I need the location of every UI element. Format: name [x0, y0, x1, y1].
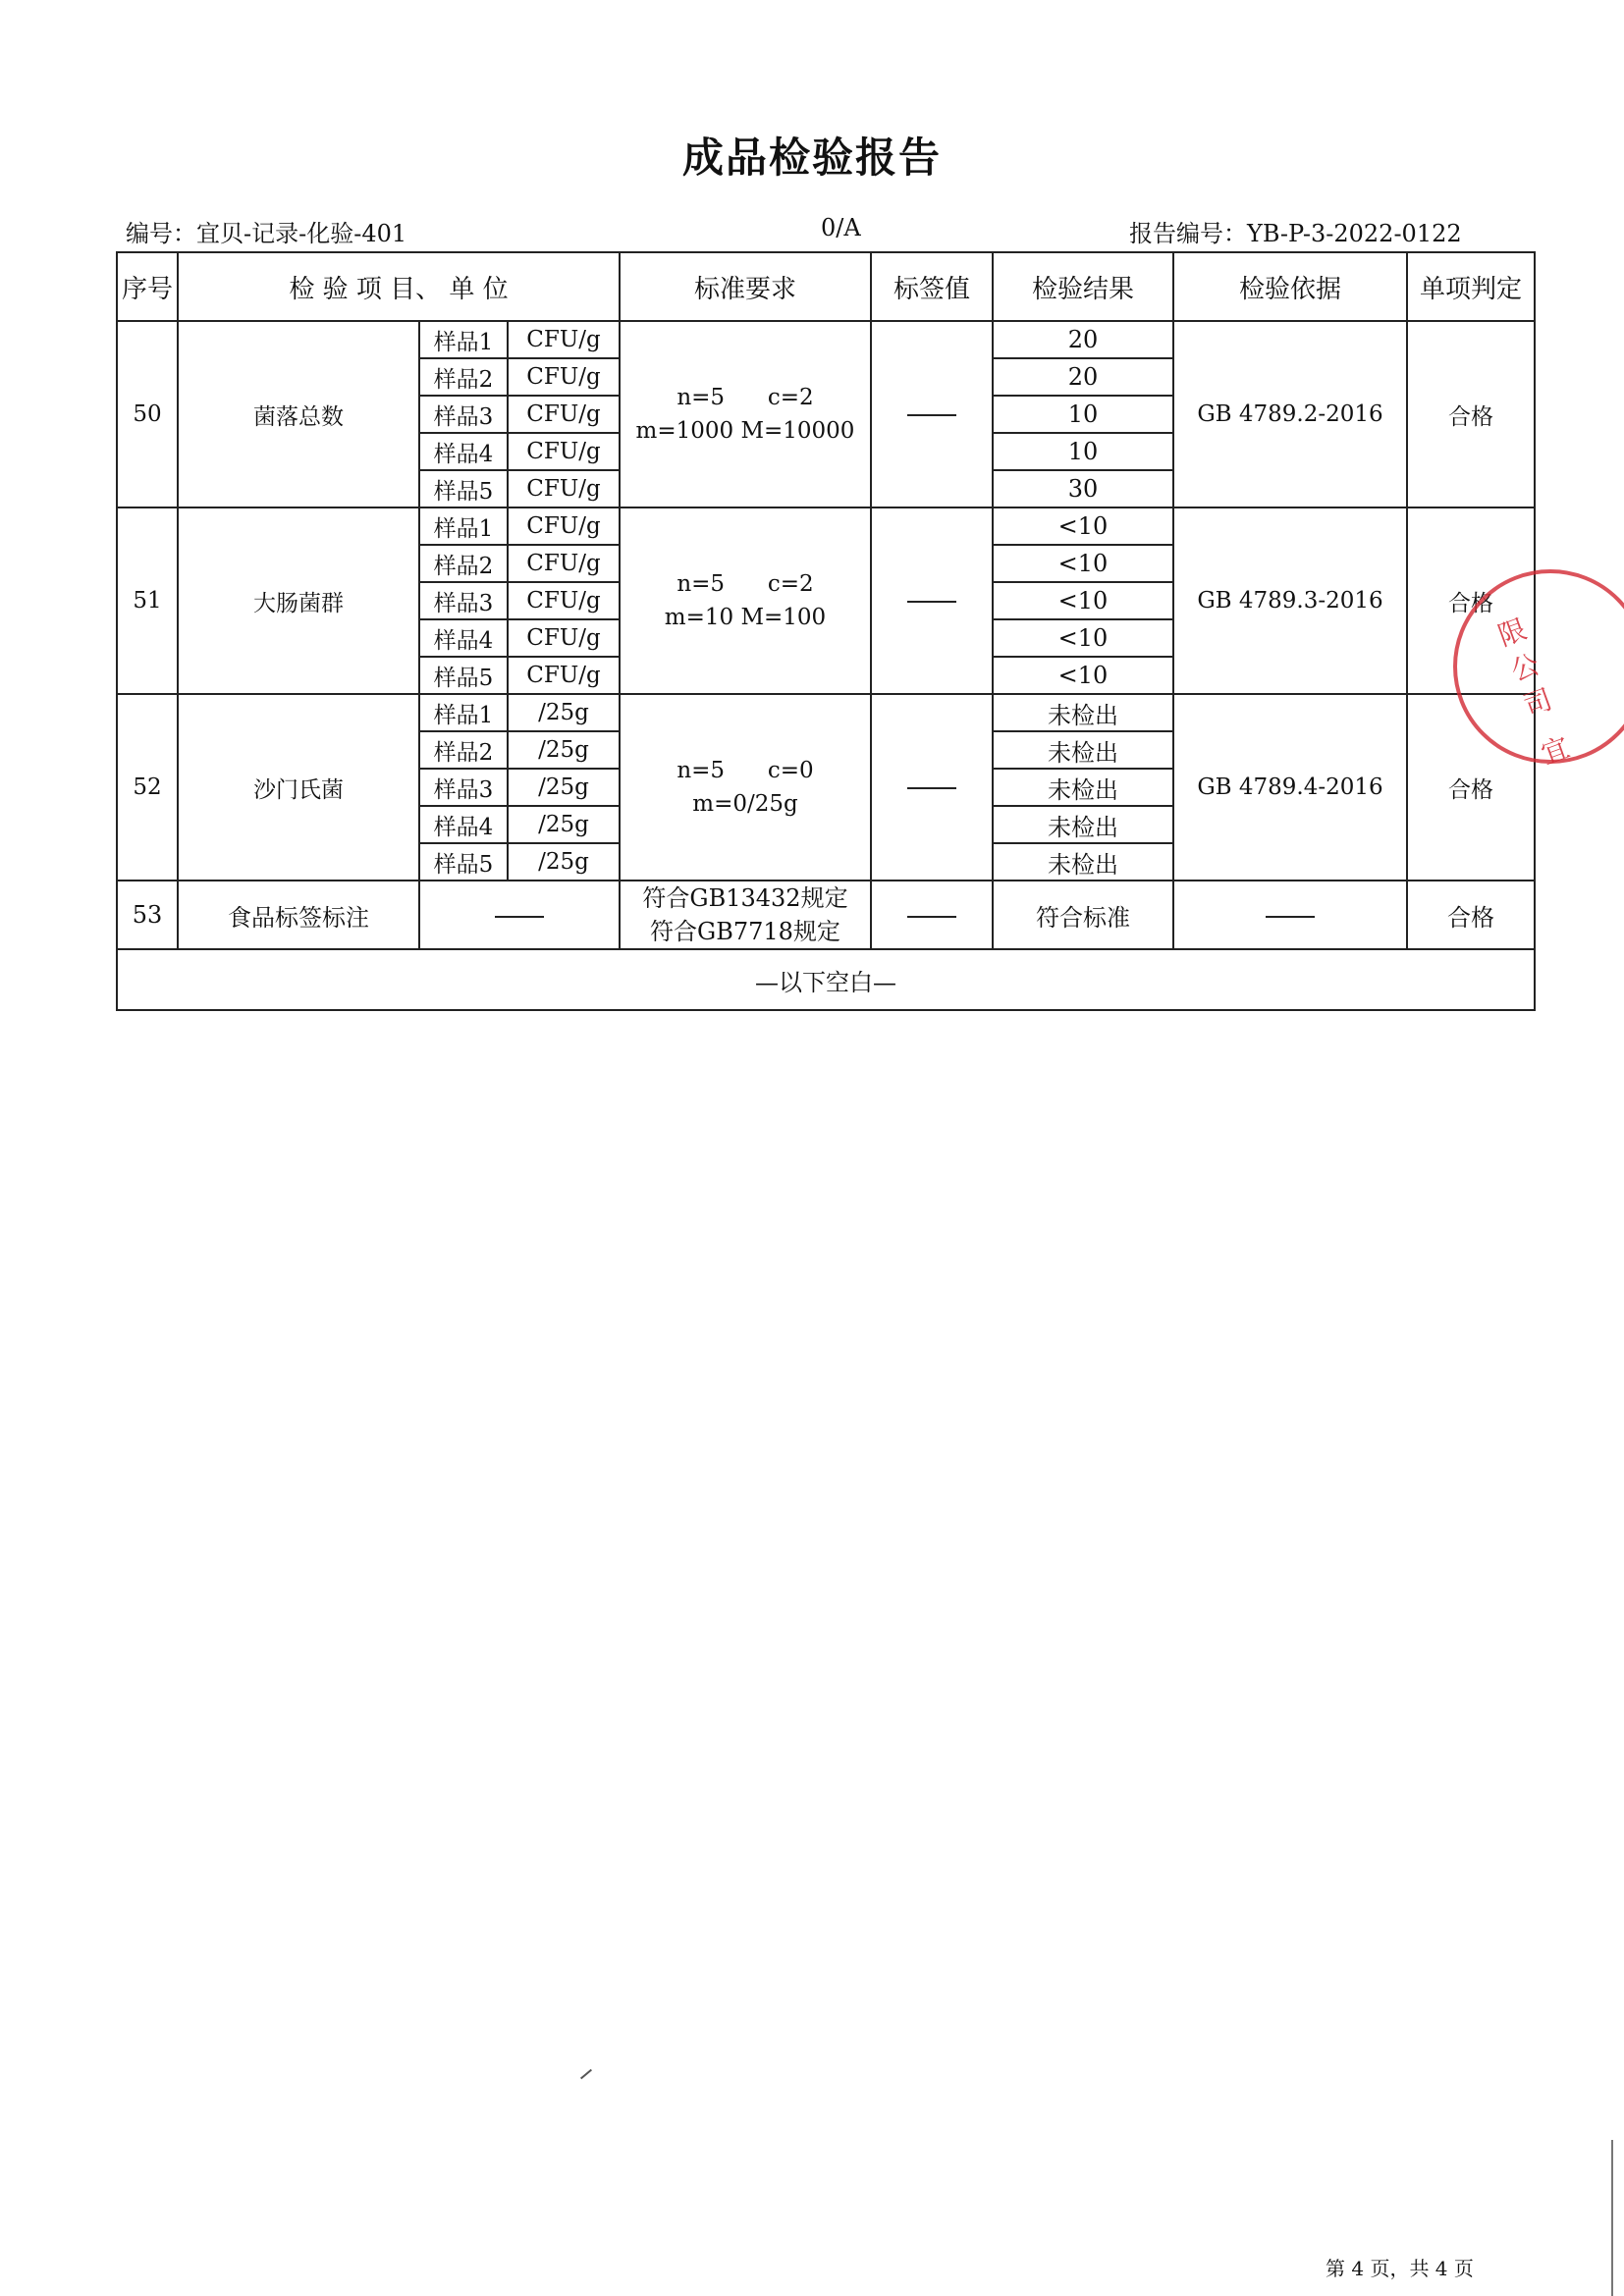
row-standard-line2: m=0/25g — [692, 791, 798, 817]
report-title: 成品检验报告 — [681, 133, 942, 182]
row-standard-line2: m=10 M=100 — [664, 605, 827, 630]
sample-name: 样品3 — [419, 396, 508, 433]
row-basis: GB 4789.2-2016 — [1173, 321, 1407, 507]
sample-name: 样品5 — [419, 843, 508, 881]
sample-result: 30 — [993, 470, 1173, 507]
table-header-row — [117, 252, 1535, 321]
sample-result: 未检出 — [993, 694, 1173, 731]
sample-name: 样品2 — [419, 358, 508, 396]
row-basis: GB 4789.3-2016 — [1173, 507, 1407, 694]
row-judgment: 合格 — [1407, 321, 1535, 507]
row-label-value-dash — [871, 507, 993, 694]
table-row — [117, 881, 1535, 949]
sample-name: 样品1 — [419, 507, 508, 545]
sample-unit: /25g — [508, 731, 620, 769]
sample-unit: CFU/g — [508, 433, 620, 470]
dash-mark — [907, 601, 956, 603]
sample-result: <10 — [993, 582, 1173, 619]
sample-name: 样品1 — [419, 694, 508, 731]
report-number-label: 报告编号： — [1129, 220, 1247, 247]
header-label-value: 标签值 — [871, 252, 993, 321]
groups-body — [117, 321, 1535, 881]
pen-mark — [580, 2069, 592, 2080]
seal-text-main: 限公司 — [1493, 613, 1557, 723]
sample-result: 未检出 — [993, 769, 1173, 806]
header-item-unit: 检 验 项 目、 单 位 — [178, 252, 620, 321]
header-judgment: 单项判定 — [1407, 252, 1535, 321]
document-version: 0/A — [821, 214, 861, 241]
sample-name: 样品4 — [419, 806, 508, 843]
sample-unit: /25g — [508, 769, 620, 806]
sample-result: 20 — [993, 321, 1173, 358]
sample-name: 样品3 — [419, 769, 508, 806]
row-standard-line1: 符合GB13432规定 — [642, 884, 848, 912]
row-standard-line1: n=5 c=0 — [677, 758, 814, 783]
sample-result: 未检出 — [993, 806, 1173, 843]
sample-name: 样品2 — [419, 545, 508, 582]
row-standard-line2: m=1000 M=10000 — [635, 418, 855, 444]
row-standard — [620, 694, 871, 881]
row-standard-line1: n=5 c=2 — [677, 385, 814, 410]
header-standard: 标准要求 — [620, 252, 871, 321]
sample-unit: CFU/g — [508, 582, 620, 619]
row-standard — [620, 321, 871, 507]
scan-edge-line — [1611, 2140, 1613, 2296]
table-row — [117, 321, 1535, 358]
header-seq: 序号 — [117, 252, 178, 321]
sample-result: 10 — [993, 396, 1173, 433]
row-item: 沙门氏菌 — [178, 694, 419, 881]
row-seq: 52 — [117, 694, 178, 881]
document-code-label: 编号： — [126, 220, 196, 247]
dash-mark — [907, 787, 956, 789]
row-seq: 51 — [117, 507, 178, 694]
report-number — [1129, 214, 1462, 248]
end-note: —以下空白— — [117, 949, 1535, 1010]
row-judgment: 合格 — [1407, 881, 1535, 949]
report-number-value: YB-P-3-2022-0122 — [1247, 220, 1462, 247]
sample-unit: CFU/g — [508, 545, 620, 582]
sample-result: 未检出 — [993, 843, 1173, 881]
sample-name: 样品3 — [419, 582, 508, 619]
row-label-value-dash — [871, 694, 993, 881]
sample-result: <10 — [993, 619, 1173, 657]
sample-unit: CFU/g — [508, 358, 620, 396]
sample-unit: /25g — [508, 694, 620, 731]
sample-result: <10 — [993, 507, 1173, 545]
dash-mark — [907, 916, 956, 918]
sample-unit: /25g — [508, 806, 620, 843]
document-code-value: 宜贝-记录-化验-401 — [196, 220, 407, 247]
sample-result: <10 — [993, 657, 1173, 694]
row-judgment: 合格 — [1407, 694, 1535, 881]
sample-name: 样品5 — [419, 657, 508, 694]
row-standard — [620, 881, 871, 949]
inspection-table — [116, 251, 1536, 1011]
sample-result: <10 — [993, 545, 1173, 582]
sample-name: 样品4 — [419, 433, 508, 470]
sample-result: 20 — [993, 358, 1173, 396]
page-footer: 第 4 页，共 4 页 — [1326, 2257, 1474, 2280]
sample-name: 样品1 — [419, 321, 508, 358]
row-basis-dash — [1173, 881, 1407, 949]
sample-unit: CFU/g — [508, 619, 620, 657]
row-basis: GB 4789.4-2016 — [1173, 694, 1407, 881]
document-code — [126, 214, 406, 248]
sample-result: 10 — [993, 433, 1173, 470]
row-standard-line1: n=5 c=2 — [677, 571, 814, 597]
table-row — [117, 507, 1535, 545]
sample-unit: CFU/g — [508, 321, 620, 358]
header-result: 检验结果 — [993, 252, 1173, 321]
sample-unit: CFU/g — [508, 657, 620, 694]
sample-unit: CFU/g — [508, 507, 620, 545]
row-judgment: 合格 — [1407, 507, 1535, 694]
row-unit-dash — [419, 881, 620, 949]
sample-unit: CFU/g — [508, 396, 620, 433]
seal-text-secondary: 宜 — [1537, 730, 1574, 772]
row-label-value-dash — [871, 881, 993, 949]
sample-name: 样品2 — [419, 731, 508, 769]
end-note-row — [117, 949, 1535, 1010]
row-standard — [620, 507, 871, 694]
header-basis: 检验依据 — [1173, 252, 1407, 321]
row-item: 菌落总数 — [178, 321, 419, 507]
row-label-value-dash — [871, 321, 993, 507]
row-item: 食品标签标注 — [178, 881, 419, 949]
sample-unit: /25g — [508, 843, 620, 881]
dash-mark — [495, 916, 544, 918]
row-result: 符合标准 — [993, 881, 1173, 949]
row-item: 大肠菌群 — [178, 507, 419, 694]
sample-result: 未检出 — [993, 731, 1173, 769]
row-standard-line2: 符合GB7718规定 — [650, 918, 840, 945]
sample-name: 样品5 — [419, 470, 508, 507]
row-seq: 50 — [117, 321, 178, 507]
dash-mark — [1266, 916, 1315, 918]
row-seq: 53 — [117, 881, 178, 949]
sample-name: 样品4 — [419, 619, 508, 657]
table-row — [117, 694, 1535, 731]
sample-unit: CFU/g — [508, 470, 620, 507]
dash-mark — [907, 414, 956, 416]
